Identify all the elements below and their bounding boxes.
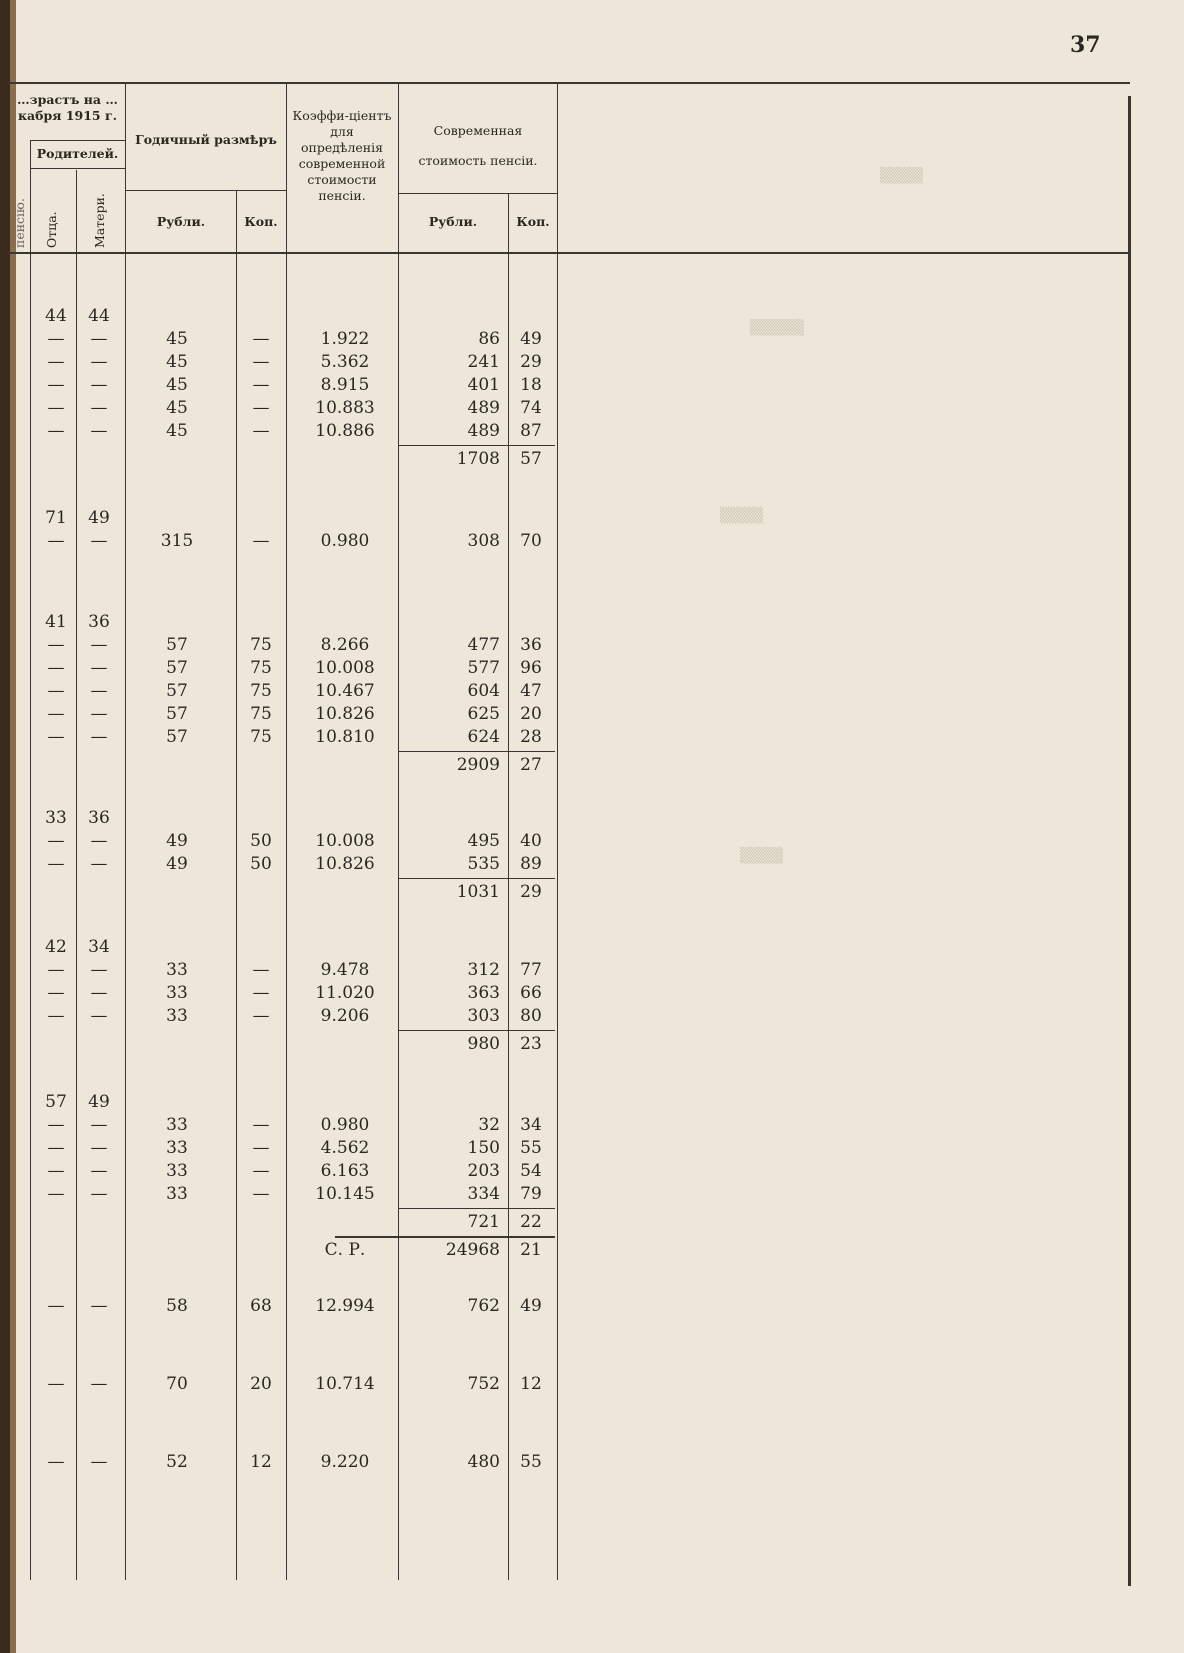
- table-row: [0, 1138, 560, 1162]
- kopecks-label: Коп.: [244, 214, 278, 229]
- annual-rubles-cell: 45: [166, 375, 188, 395]
- father-cell: —: [47, 727, 65, 747]
- mother-cell: —: [90, 1138, 108, 1158]
- table-row: [0, 658, 560, 682]
- annual-rubles-cell: 49: [166, 854, 188, 874]
- table-row: [0, 1452, 560, 1476]
- mother-cell: —: [90, 421, 108, 441]
- annual-rubles-cell: 52: [166, 1452, 188, 1472]
- coefficient-cell: 5.362: [320, 352, 370, 372]
- present-kopecks-cell: 96: [520, 658, 542, 678]
- mother-cell: —: [90, 398, 108, 418]
- annual-kopecks-cell: 20: [250, 1374, 272, 1394]
- subtotal-rule: [398, 445, 555, 446]
- table-right-edge: [1128, 96, 1131, 1586]
- coefficient-cell: 12.994: [315, 1296, 375, 1316]
- present-kopecks-cell: 55: [520, 1452, 542, 1472]
- mother-cell: —: [90, 375, 108, 395]
- annual-kopecks-cell: —: [252, 1184, 270, 1204]
- annual-rubles-cell: 33: [166, 1115, 188, 1135]
- grand-total-row: [0, 1240, 560, 1264]
- present-kopecks-cell: 89: [520, 854, 542, 874]
- mother-cell: —: [90, 1115, 108, 1135]
- mother-cell: —: [90, 1184, 108, 1204]
- annual-kopecks-cell: —: [252, 375, 270, 395]
- subtotal-rule: [398, 751, 555, 752]
- present-rubles-cell: 624: [467, 727, 500, 747]
- subtotal-rubles-cell: 1031: [456, 882, 500, 902]
- coefficient-cell: 4.562: [320, 1138, 370, 1158]
- present-kopecks-cell: 40: [520, 831, 542, 851]
- annual-amount-label: Годичный размѣръ: [135, 132, 277, 147]
- present-rubles-cell: 577: [467, 658, 500, 678]
- father-cell: —: [47, 329, 65, 349]
- father-cell: —: [47, 421, 65, 441]
- annual-kopecks-cell: —: [252, 352, 270, 372]
- present-rubles-cell: 489: [467, 398, 500, 418]
- annual-kopecks-cell: —: [252, 329, 270, 349]
- cut-label: пенсію.: [12, 198, 27, 248]
- mother-cell: —: [90, 854, 108, 874]
- annual-rubles-cell: 70: [166, 1374, 188, 1394]
- table-row: [0, 854, 560, 878]
- annual-kopecks-cell: 75: [250, 727, 272, 747]
- annual-rubles-cell: 57: [166, 704, 188, 724]
- annual-kopecks-cell: 68: [250, 1296, 272, 1316]
- subtotal-rubles-cell: 721: [467, 1212, 500, 1232]
- mother-cell: —: [90, 681, 108, 701]
- present-rubles-cell: 150: [467, 1138, 500, 1158]
- parents-label: Родителей.: [36, 146, 119, 161]
- subtotal-row: [0, 882, 560, 906]
- annual-kopecks-cell: 75: [250, 704, 272, 724]
- present-rubles-cell: 495: [467, 831, 500, 851]
- present-kopecks-cell: 74: [520, 398, 542, 418]
- mother-cell: —: [90, 635, 108, 655]
- mother-cell: —: [90, 531, 108, 551]
- father-cell: —: [47, 704, 65, 724]
- father-age-cell: 33: [45, 808, 67, 828]
- present-rubles-cell: 489: [467, 421, 500, 441]
- present-kopecks-cell: 47: [520, 681, 542, 701]
- present-kopecks-cell: 87: [520, 421, 542, 441]
- father-cell: —: [47, 1296, 65, 1316]
- annual-rubles-cell: 57: [166, 681, 188, 701]
- annual-rubles-cell: 45: [166, 421, 188, 441]
- grand-total-label: С. Р.: [324, 1240, 366, 1260]
- mother-cell: —: [90, 1296, 108, 1316]
- present-value-label: Современная стоимость пенсіи.: [418, 123, 538, 168]
- table-row: [0, 398, 560, 422]
- father-cell: —: [47, 1452, 65, 1472]
- present-rubles-cell: 480: [467, 1452, 500, 1472]
- present-kopecks-cell: 20: [520, 704, 542, 724]
- present-rubles-cell: 32: [478, 1115, 500, 1135]
- subtotal-rule: [398, 1208, 555, 1209]
- annual-sub-rule: [125, 190, 286, 191]
- mother-cell: —: [90, 1452, 108, 1472]
- present-rubles-cell: 535: [467, 854, 500, 874]
- mother-cell: —: [90, 1374, 108, 1394]
- father-cell: —: [47, 635, 65, 655]
- annual-rubles-cell: 33: [166, 1138, 188, 1158]
- table-row: [0, 681, 560, 705]
- present-kopecks-cell: 36: [520, 635, 542, 655]
- subtotal-rule: [398, 1030, 555, 1031]
- table-row: [0, 352, 560, 376]
- annual-rubles-cell: 45: [166, 352, 188, 372]
- present-kopecks-cell: 34: [520, 1115, 542, 1135]
- present-rubles-cell: 86: [478, 329, 500, 349]
- father-cell: —: [47, 960, 65, 980]
- present-kopecks-cell: 54: [520, 1161, 542, 1181]
- present-kopecks-cell: 66: [520, 983, 542, 1003]
- present-rubles-cell: 604: [467, 681, 500, 701]
- coefficient-label: Коэффи-ціентъ для опредѣленія современной стоимости пенсіи.: [292, 108, 392, 203]
- father-age-cell: 42: [45, 937, 67, 957]
- present-rubles-cell: 762: [467, 1296, 500, 1316]
- annual-kopecks-cell: —: [252, 398, 270, 418]
- present-kopecks-cell: 18: [520, 375, 542, 395]
- annual-kopecks-cell: —: [252, 983, 270, 1003]
- father-cell: —: [47, 1184, 65, 1204]
- father-cell: —: [47, 831, 65, 851]
- father-cell: —: [47, 658, 65, 678]
- subtotal-row: [0, 449, 560, 473]
- subtotal-kopecks-cell: 23: [520, 1034, 542, 1054]
- mother-cell: —: [90, 960, 108, 980]
- mother-cell: —: [90, 352, 108, 372]
- coefficient-cell: 10.145: [315, 1184, 375, 1204]
- age-row: [0, 808, 560, 832]
- coefficient-cell: 8.266: [320, 635, 370, 655]
- age-row: [0, 508, 560, 532]
- annual-kopecks-cell: —: [252, 421, 270, 441]
- coefficient-cell: 10.008: [315, 831, 375, 851]
- present-sub-rule: [398, 193, 557, 194]
- coefficient-cell: 6.163: [320, 1161, 370, 1181]
- mother-cell: —: [90, 704, 108, 724]
- table-row: [0, 1006, 560, 1030]
- subtotal-rubles-cell: 2909: [456, 755, 500, 775]
- present-rubles-cell: 401: [467, 375, 500, 395]
- annual-rubles-cell: 58: [166, 1296, 188, 1316]
- coefficient-cell: 9.206: [320, 1006, 370, 1026]
- table-row: [0, 704, 560, 728]
- mother-age-cell: 44: [88, 306, 110, 326]
- present-rubles-cell: 203: [467, 1161, 500, 1181]
- coefficient-cell: 10.826: [315, 704, 375, 724]
- table-row: [0, 375, 560, 399]
- annual-kopecks-cell: 12: [250, 1452, 272, 1472]
- mother-cell: —: [90, 1006, 108, 1026]
- subtotal-rubles-cell: 980: [467, 1034, 500, 1054]
- father-cell: —: [47, 983, 65, 1003]
- table-row: [0, 1374, 560, 1398]
- father-age-cell: 71: [45, 508, 67, 528]
- annual-kopecks-cell: —: [252, 1138, 270, 1158]
- annual-rubles-cell: 45: [166, 398, 188, 418]
- coefficient-cell: 8.915: [320, 375, 370, 395]
- table-row: [0, 960, 560, 984]
- father-cell: —: [47, 398, 65, 418]
- annual-rubles-cell: 33: [166, 1006, 188, 1026]
- father-cell: —: [47, 1115, 65, 1135]
- annual-kopecks-cell: 75: [250, 681, 272, 701]
- table-row: [0, 635, 560, 659]
- annual-kopecks-cell: 75: [250, 635, 272, 655]
- father-cell: —: [47, 854, 65, 874]
- annual-rubles-cell: 45: [166, 329, 188, 349]
- header-bottom-rule: [8, 252, 1130, 254]
- subtotal-rule: [398, 878, 555, 879]
- subtotal-kopecks-cell: 22: [520, 1212, 542, 1232]
- coefficient-cell: 10.883: [315, 398, 375, 418]
- coefficient-cell: 0.980: [320, 1115, 370, 1135]
- table-row: [0, 1115, 560, 1139]
- annual-kopecks-cell: 75: [250, 658, 272, 678]
- mother-cell: —: [90, 329, 108, 349]
- father-cell: —: [47, 1161, 65, 1181]
- coefficient-cell: 11.020: [315, 983, 375, 1003]
- annual-rubles-cell: 57: [166, 635, 188, 655]
- annual-kopecks-cell: 50: [250, 831, 272, 851]
- father-label: Отца.: [44, 211, 59, 248]
- mother-age-cell: 49: [88, 1092, 110, 1112]
- coefficient-cell: 10.826: [315, 854, 375, 874]
- coefficient-cell: 10.008: [315, 658, 375, 678]
- father-cell: —: [47, 531, 65, 551]
- subtotal-kopecks-cell: 57: [520, 449, 542, 469]
- present-kopecks-cell: 12: [520, 1374, 542, 1394]
- father-age-cell: 57: [45, 1092, 67, 1112]
- table-row: [0, 983, 560, 1007]
- annual-rubles-cell: 33: [166, 1161, 188, 1181]
- coefficient-cell: 9.478: [320, 960, 370, 980]
- present-kopecks-cell: 77: [520, 960, 542, 980]
- table-row: [0, 531, 560, 555]
- mother-cell: —: [90, 727, 108, 747]
- subtotal-rubles-cell: 1708: [456, 449, 500, 469]
- subtotal-row: [0, 1212, 560, 1236]
- present-rubles-cell: 334: [467, 1184, 500, 1204]
- father-cell: —: [47, 352, 65, 372]
- annual-rubles-cell: 49: [166, 831, 188, 851]
- annual-rubles-cell: 33: [166, 983, 188, 1003]
- present-kopecks-cell: 80: [520, 1006, 542, 1026]
- table-row: [0, 1161, 560, 1185]
- present-kopecks-cell: 55: [520, 1138, 542, 1158]
- subtotal-kopecks-cell: 27: [520, 755, 542, 775]
- annual-rubles-cell: 33: [166, 960, 188, 980]
- father-cell: —: [47, 1006, 65, 1026]
- rubles-label: Рубли.: [156, 214, 206, 229]
- present-rubles-cell: 308: [467, 531, 500, 551]
- table-row: [0, 727, 560, 751]
- present-rubles-cell: 303: [467, 1006, 500, 1026]
- mother-label: Матери.: [92, 193, 107, 248]
- present-kopecks-cell: 70: [520, 531, 542, 551]
- table-row: [0, 421, 560, 445]
- annual-kopecks-cell: —: [252, 960, 270, 980]
- annual-kopecks-cell: —: [252, 1115, 270, 1135]
- annual-kopecks-cell: —: [252, 531, 270, 551]
- father-age-cell: 44: [45, 306, 67, 326]
- father-cell: —: [47, 681, 65, 701]
- coefficient-cell: 0.980: [320, 531, 370, 551]
- present-rubles-cell: 363: [467, 983, 500, 1003]
- age-column-title: …зрастъ на …кабря 1915 г.: [17, 92, 118, 123]
- subtotal-kopecks-cell: 29: [520, 882, 542, 902]
- coefficient-cell: 1.922: [320, 329, 370, 349]
- subtotal-row: [0, 755, 560, 779]
- present-kopecks-cell: 79: [520, 1184, 542, 1204]
- father-cell: —: [47, 1138, 65, 1158]
- present-rubles-cell: 752: [467, 1374, 500, 1394]
- present-rubles-cell: 312: [467, 960, 500, 980]
- mother-age-cell: 49: [88, 508, 110, 528]
- annual-rubles-cell: 315: [160, 531, 194, 551]
- annual-kopecks-cell: —: [252, 1006, 270, 1026]
- annual-rubles-cell: 57: [166, 727, 188, 747]
- age-row: [0, 612, 560, 636]
- mother-age-cell: 36: [88, 612, 110, 632]
- coefficient-cell: 10.714: [315, 1374, 375, 1394]
- present-kopecks-cell: 29: [520, 352, 542, 372]
- parents-sub-rule: [30, 168, 125, 169]
- father-age-cell: 41: [45, 612, 67, 632]
- present-rubles-cell: 477: [467, 635, 500, 655]
- coefficient-cell: 9.220: [320, 1452, 370, 1472]
- mother-cell: —: [90, 1161, 108, 1181]
- coefficient-cell: 10.467: [315, 681, 375, 701]
- table-row: [0, 1296, 560, 1320]
- grand-total-rule: [335, 1236, 555, 1238]
- mother-cell: —: [90, 658, 108, 678]
- subtotal-row: [0, 1034, 560, 1058]
- annual-kopecks-cell: 50: [250, 854, 272, 874]
- present-kopecks-cell: 28: [520, 727, 542, 747]
- mother-cell: —: [90, 831, 108, 851]
- kopecks-label-2: Коп.: [516, 214, 550, 229]
- age-row: [0, 1092, 560, 1116]
- mother-age-cell: 34: [88, 937, 110, 957]
- present-rubles-cell: 625: [467, 704, 500, 724]
- table-row: [0, 329, 560, 353]
- age-row: [0, 306, 560, 330]
- mother-age-cell: 36: [88, 808, 110, 828]
- table-row: [0, 1184, 560, 1208]
- page-number: 37: [1070, 32, 1101, 58]
- present-kopecks-cell: 49: [520, 1296, 542, 1316]
- parents-rule: [30, 140, 125, 141]
- present-kopecks-cell: 49: [520, 329, 542, 349]
- father-cell: —: [47, 375, 65, 395]
- annual-kopecks-cell: —: [252, 1161, 270, 1181]
- annual-rubles-cell: 33: [166, 1184, 188, 1204]
- rubles-label-2: Рубли.: [428, 214, 478, 229]
- table-row: [0, 831, 560, 855]
- annual-rubles-cell: 57: [166, 658, 188, 678]
- mother-cell: —: [90, 983, 108, 1003]
- grand-total-kopecks: 21: [520, 1240, 542, 1260]
- coefficient-cell: 10.886: [315, 421, 375, 441]
- father-cell: —: [47, 1374, 65, 1394]
- age-row: [0, 937, 560, 961]
- top-rule: [8, 82, 1130, 84]
- grand-total-rubles: 24968: [445, 1240, 500, 1260]
- coefficient-cell: 10.810: [315, 727, 375, 747]
- present-rubles-cell: 241: [467, 352, 500, 372]
